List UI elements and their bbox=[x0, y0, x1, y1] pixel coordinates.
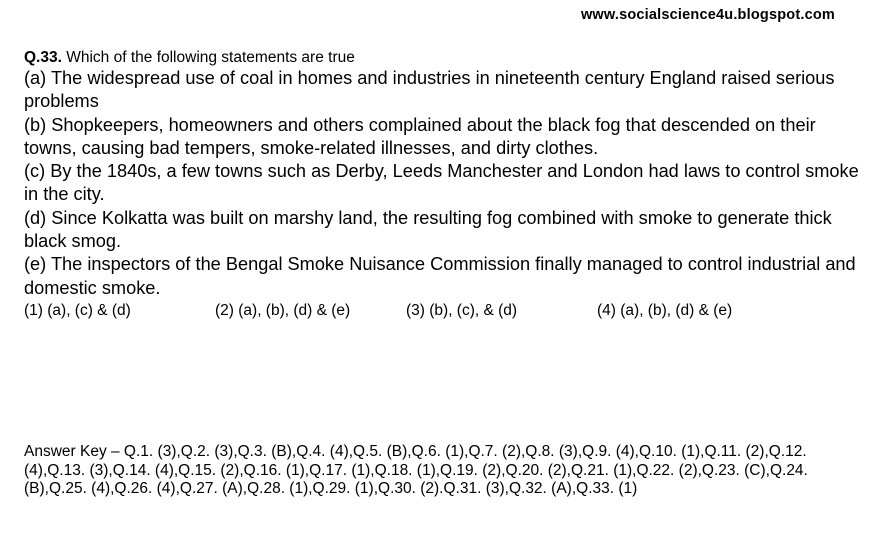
question-number: Q.33. bbox=[24, 49, 62, 66]
statement-b: (b) Shopkeepers, homeowners and others complained about the black fog that descended on their towns, causing bad tempers, smoke-related illnesses, and dirty clothes. bbox=[24, 114, 816, 158]
option-4: (4) (a), (b), (d) & (e) bbox=[597, 301, 733, 319]
statement-d: (d) Since Kolkatta was built on marshy land, the resulting fog combined with smoke to generate thick black smog. bbox=[24, 207, 832, 252]
question-block bbox=[24, 48, 859, 321]
statement-e: (e) The inspectors of the Bengal Smoke Nuisance Commission finally managed to control industrial and domestic smoke. bbox=[24, 254, 856, 298]
answer-options bbox=[24, 300, 859, 321]
statement-list bbox=[24, 67, 859, 300]
question-stem bbox=[24, 48, 859, 67]
question-text: Which of the following statements are true bbox=[66, 49, 355, 66]
answer-key: Answer Key – Q.1. (3),Q.2. (3),Q.3. (B),Q.4. (4),Q.5. (B),Q.6. (1),Q.7. (2),Q.8. (3),Q.9. (4),Q.10. (1),Q.11. (2),Q.12. (4),Q.13. (3),Q.14. (4),Q.15. (2),Q.16. (1),Q.17. (1),Q.18. (1),Q.19. (2),Q.20. (2),Q.21. (1),Q.22. (2),Q.23. (C),Q.24. (B),Q.25. (4),Q.26. (4),Q.27. (A),Q.28. (1),Q.29. (1),Q.30. (2).Q.31. (3),Q.32. (A),Q.33. (1) bbox=[24, 443, 808, 498]
site-url: www.socialscience4u.blogspot.com bbox=[580, 7, 835, 23]
option-3: (3) (b), (c), & (d) bbox=[406, 301, 518, 319]
statement-c: (c) By the 1840s, a few towns such as Derby, Leeds Manchester and London had laws to control smoke in the city. bbox=[24, 161, 859, 205]
statement-a: (a) The widespread use of coal in homes and industries in nineteenth century England raised serious problems bbox=[24, 68, 835, 112]
option-2: (2) (a), (b), (d) & (e) bbox=[215, 301, 351, 319]
option-1: (1) (a), (c) & (d) bbox=[24, 301, 131, 319]
